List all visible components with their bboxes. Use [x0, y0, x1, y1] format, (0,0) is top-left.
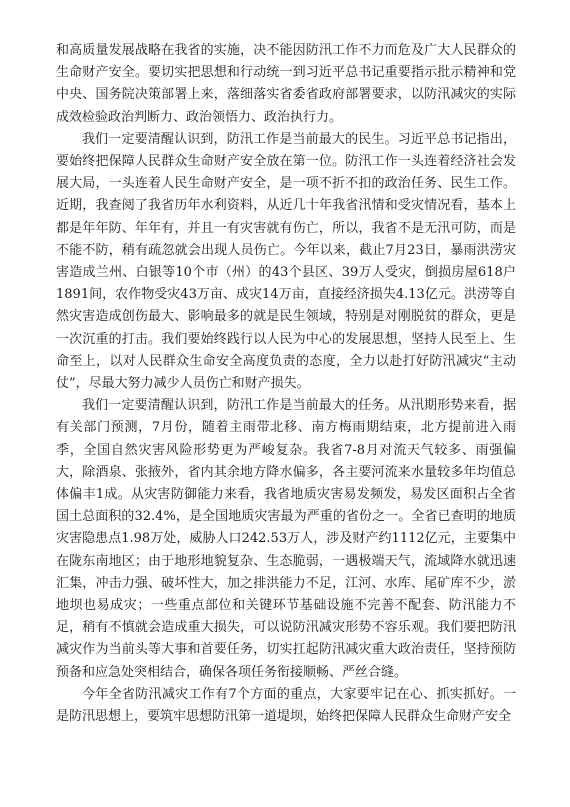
- paragraph-1: 和高质量发展战略在我省的实施，决不能因防汛工作不力而危及广大人民群众的生命财产安全。要切实把思想和行动统一到习近平总书记重要指示批示精神和党中央、国务院决策部署上来，落细落实省委省政府部署要求，以防汛减灾的实际成效检验政治判断力、政治领悟力、政治执行力。: [56, 43, 516, 125]
- document-page: [56, 40, 516, 728]
- paragraph-3: 我们一定要清醒认识到，防汛工作是当前最大的任务。从汛期形势来看，据有关部门预测，7月份，随着主雨带北移、南方梅雨期结束，北方提前进入雨季，全国自然灾害风险形势更为严峻复杂。我省7-8月对流天气较多、雨强偏大，除酒泉、张掖外，省内其余地方降水偏多，各主要河流来水量较多年均值总体偏丰1成。从灾害防御能力来看，我省地质灾害易发频发，易发区面积占全省国土总面积的32.4%，是全国地质灾害最为严重的省份之一。全省已查明的地质灾害隐患点1.98万处，威胁人口242.53万人，涉及财产约1112亿元，主要集中在陇东南地区；由于地形地貌复杂、生态脆弱，一遇极端天气，流域降水就迅速汇集，冲击力强、破坏性大，加之排洪能力不足，江河、水库、尾矿库不少，淤地坝也易成灾；一些重点部位和关键环节基础设施不完善不配套、防汛能力不足，稍有不慎就会造成重大损失，可以说防汛减灾形势不容乐观。我们要把防汛减灾作为当前头等大事和首要任务，切实扛起防汛减灾重大政治责任，坚持预防预备和应急处突相结合，确保各项任务衔接顺畅、严丝合缝。: [56, 398, 516, 680]
- paragraph-2: 我们一定要清醒认识到，防汛工作是当前最大的民生。习近平总书记指出，要始终把保障人民群众生命财产安全放在第一位。防汛工作一头连着经济社会发展大局，一头连着人民生命财产安全，是一项不折不扣的政治任务、民生工作。近期，我查阅了我省历年水利资料，从近几十年我省汛情和受灾情况看，基本上都是年年防、年年有，并且一有灾害就有伤亡，所以，我省不是无汛可防，而是不能不防，稍有疏忽就会出现人员伤亡。今年以来，截止7月23日，暴雨洪涝灾害造成兰州、白银等10个市（州）的43个县区、39万人受灾，倒损房屋618户1891间，农作物受灾43万亩、成灾14万亩，直接经济损失4.13亿元。洪涝等自然灾害造成创伤最大、影响最多的就是民生领域，特别是对刚脱贫的群众，更是一次沉重的打击。我们要始终践行以人民为中心的发展思想，坚持人民至上、生命至上，以对人民群众生命安全高度负责的态度，全力以赴打好防汛减灾“主动仗”，尽最大努力减少人员伤亡和财产损失。: [56, 131, 516, 392]
- paragraph-4: 今年全省防汛减灾工作有7个方面的重点，大家要牢记在心、抓实抓好。一是防汛思想上，要筑牢思想防汛第一道堤坝，始终把保障人民群众生命财产安全: [56, 686, 516, 725]
